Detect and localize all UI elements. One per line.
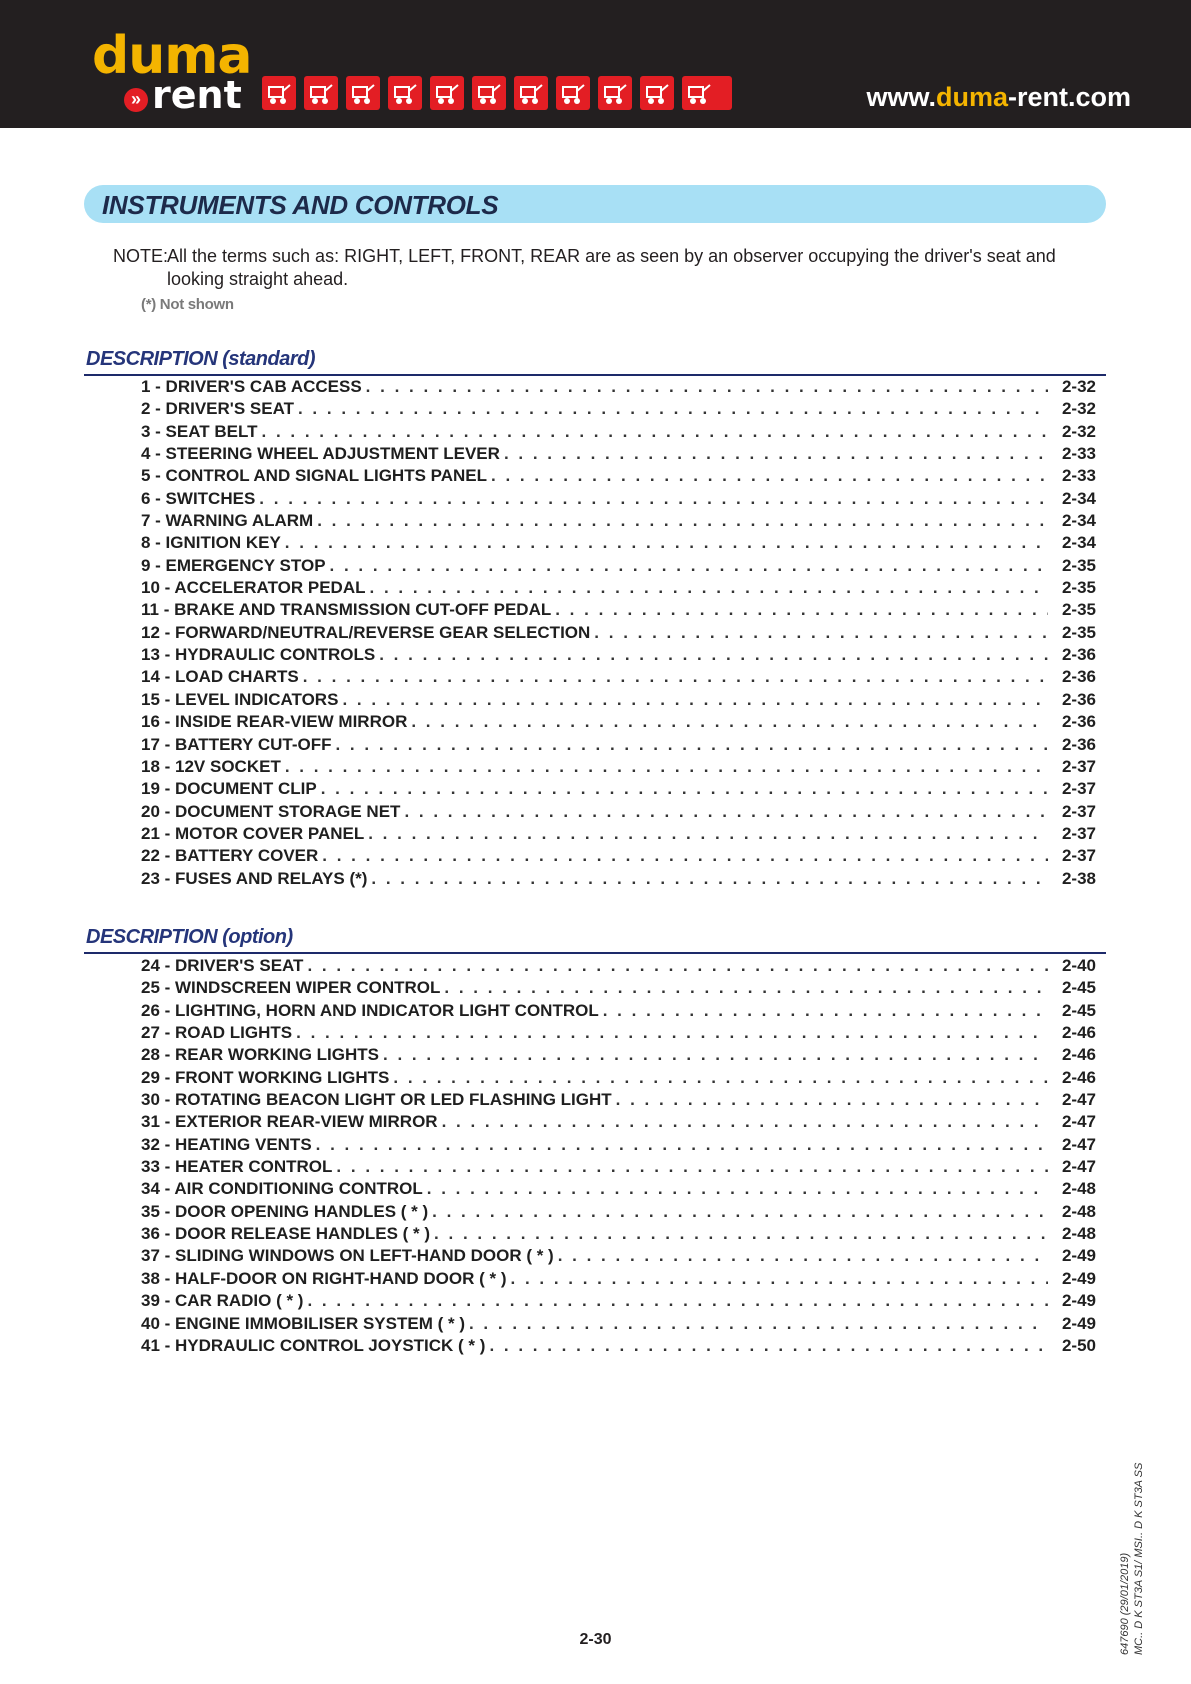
toc-dot-leader: [555, 600, 1048, 620]
toc-list-standard: [141, 377, 1096, 891]
toc-entry: [141, 1246, 1096, 1268]
toc-entry: [141, 1202, 1096, 1224]
toc-entry: [141, 511, 1096, 533]
toc-entry-label: 35 - DOOR OPENING HANDLES ( * ): [141, 1201, 429, 1221]
toc-entry-label: 29 - FRONT WORKING LIGHTS: [141, 1067, 390, 1087]
toc-entry-label: 9 - EMERGENCY STOP: [141, 555, 326, 575]
toc-entry: [141, 600, 1096, 622]
toc-entry: [141, 1336, 1096, 1358]
note-text: All the terms such as: RIGHT, LEFT, FRONT, REAR are as seen by an observer occupying the driver's seat and looking straight ahead.: [167, 246, 1056, 289]
toc-entry-page: 2-33: [1061, 466, 1096, 486]
toc-entry: [141, 978, 1096, 1000]
toc-entry: [141, 1291, 1096, 1313]
toc-entry-label: 13 - HYDRAULIC CONTROLS: [141, 645, 376, 665]
page-number: 2-30: [579, 1631, 612, 1648]
toc-entry-label: 30 - ROTATING BEACON LIGHT OR LED FLASHING LIGHT: [141, 1090, 612, 1110]
toc-entry: [141, 1090, 1096, 1112]
toc-entry-page: 2-46: [1061, 1023, 1096, 1043]
toc-entry-page: 2-45: [1061, 1000, 1096, 1020]
toc-entry-label: 33 - HEATER CONTROL: [141, 1157, 333, 1177]
toc-entry-label: 25 - WINDSCREEN WIPER CONTROL: [141, 978, 441, 998]
toc-entry-page: 2-46: [1061, 1045, 1096, 1065]
toc-entry-label: 37 - SLIDING WINDOWS ON LEFT-HAND DOOR ( * ): [141, 1246, 554, 1266]
toc-entry: [141, 1157, 1096, 1179]
toc-entry: [141, 578, 1096, 600]
toc-entry-page: 2-49: [1061, 1313, 1096, 1333]
toc-entry-page: 2-32: [1061, 399, 1096, 419]
toc-entry-label: 39 - CAR RADIO ( * ): [141, 1291, 304, 1311]
toc-entry: [141, 377, 1096, 399]
toc-entry-page: 2-35: [1061, 555, 1096, 575]
toc-entry-label: 17 - BATTERY CUT-OFF: [141, 734, 332, 754]
toc-dot-leader: [594, 623, 1048, 643]
toc-entry: [141, 399, 1096, 421]
toc-entry-page: 2-38: [1061, 868, 1096, 888]
toc-entry-page: 2-49: [1061, 1246, 1096, 1266]
toc-entry-label: 10 - ACCELERATOR PEDAL: [141, 578, 366, 598]
toc-dot-leader: [370, 578, 1049, 598]
toc-entry: [141, 444, 1096, 466]
toc-entry-label: 24 - DRIVER'S SEAT: [141, 956, 304, 975]
toc-entry-page: 2-33: [1061, 444, 1096, 464]
toc-entry-label: 19 - DOCUMENT CLIP: [141, 779, 317, 799]
toc-entry-page: 2-45: [1061, 978, 1096, 998]
toc-entry-page: 2-34: [1061, 533, 1096, 553]
toc-dot-leader: [411, 712, 1048, 732]
toc-dot-leader: [489, 1336, 1048, 1356]
toc-dot-leader: [442, 1112, 1048, 1132]
toc-entry-page: 2-40: [1061, 956, 1096, 975]
trailer-icon: [682, 76, 732, 110]
toc-entry-label: 8 - IGNITION KEY: [141, 533, 281, 553]
toc-dot-leader: [379, 645, 1048, 665]
forklift-icon: [304, 76, 338, 110]
toc-entry: [141, 1023, 1096, 1045]
toc-entry: [141, 712, 1096, 734]
toc-dot-leader: [558, 1246, 1048, 1266]
toc-entry: [141, 690, 1096, 712]
page-title: INSTRUMENTS AND CONTROLS: [102, 190, 499, 220]
toc-dot-leader: [342, 690, 1048, 710]
toc-dot-leader: [298, 399, 1048, 419]
toc-entry-label: 26 - LIGHTING, HORN AND INDICATOR LIGHT CONTROL: [141, 1000, 599, 1020]
toc-entry-page: 2-47: [1061, 1134, 1096, 1154]
toc-dot-leader: [504, 444, 1048, 464]
toc-entry-page: 2-46: [1061, 1067, 1096, 1087]
toc-entry: [141, 1314, 1096, 1336]
logo-rent: rent: [152, 73, 242, 117]
toc-entry: [141, 846, 1096, 868]
toc-entry-page: 2-35: [1061, 578, 1096, 598]
toc-entry-label: 20 - DOCUMENT STORAGE NET: [141, 801, 401, 821]
toc-entry-page: 2-37: [1061, 801, 1096, 821]
toc-entry: [141, 1001, 1096, 1023]
not-shown-legend: (*) Not shown: [141, 296, 234, 313]
toc-entry: [141, 779, 1096, 801]
toc-entry: [141, 533, 1096, 555]
page-title-bar: [84, 185, 1106, 223]
toc-entry-page: 2-32: [1061, 421, 1096, 441]
toc-entry: [141, 1179, 1096, 1201]
toc-entry: [141, 1224, 1096, 1246]
toc-entry-label: 18 - 12V SOCKET: [141, 756, 281, 776]
toc-entry-page: 2-48: [1061, 1201, 1096, 1221]
crane-icon: [514, 76, 548, 110]
toc-entry-label: 2 - DRIVER'S SEAT: [141, 399, 294, 419]
toc-entry-page: 2-35: [1061, 600, 1096, 620]
toc-dot-leader: [259, 489, 1048, 509]
toc-dot-leader: [427, 1179, 1048, 1199]
section-heading-standard: DESCRIPTION (standard): [84, 348, 1106, 376]
toc-entry-page: 2-48: [1061, 1179, 1096, 1199]
toc-entry-page: 2-34: [1061, 488, 1096, 508]
toc-entry: [141, 1045, 1096, 1067]
toc-dot-leader: [469, 1314, 1048, 1334]
toc-entry: [141, 757, 1096, 779]
toc-entry-label: 40 - ENGINE IMMOBILISER SYSTEM ( * ): [141, 1313, 465, 1333]
toc-dot-leader: [404, 802, 1048, 822]
scissor-lift-icon: [346, 76, 380, 110]
toc-entry-label: 1 - DRIVER'S CAB ACCESS: [141, 377, 362, 396]
toc-entry-page: 2-34: [1061, 511, 1096, 531]
logo-chevron-icon: »: [124, 88, 148, 112]
toc-dot-leader: [262, 422, 1049, 442]
toc-entry-label: 5 - CONTROL AND SIGNAL LIGHTS PANEL: [141, 466, 487, 486]
toc-dot-leader: [491, 466, 1048, 486]
toc-dot-leader: [321, 779, 1048, 799]
toc-entry-label: 6 - SWITCHES: [141, 488, 256, 508]
toc-entry-label: 31 - EXTERIOR REAR-VIEW MIRROR: [141, 1112, 438, 1132]
toc-entry-page: 2-36: [1061, 734, 1096, 754]
toc-dot-leader: [444, 978, 1048, 998]
toc-entry-label: 12 - FORWARD/NEUTRAL/REVERSE GEAR SELECTION: [141, 622, 591, 642]
toc-entry: [141, 667, 1096, 689]
toc-entry-label: 15 - LEVEL INDICATORS: [141, 689, 339, 709]
boom-lift-icon: [640, 76, 674, 110]
note-label: NOTE:: [113, 246, 169, 266]
toc-entry-label: 41 - HYDRAULIC CONTROL JOYSTICK ( * ): [141, 1335, 486, 1355]
toc-entry: [141, 489, 1096, 511]
toc-dot-leader: [616, 1090, 1048, 1110]
toc-entry-label: 3 - SEAT BELT: [141, 421, 258, 441]
toc-dot-leader: [603, 1001, 1048, 1021]
toc-list-option: [141, 956, 1096, 1358]
toc-dot-leader: [285, 757, 1048, 777]
toc-entry-page: 2-32: [1061, 377, 1096, 396]
toc-entry-label: 38 - HALF-DOOR ON RIGHT-HAND DOOR ( * ): [141, 1268, 507, 1288]
toc-dot-leader: [511, 1269, 1049, 1289]
toc-entry: [141, 869, 1096, 891]
toc-entry: [141, 824, 1096, 846]
toc-entry: [141, 466, 1096, 488]
toc-dot-leader: [432, 1202, 1048, 1222]
toc-entry: [141, 645, 1096, 667]
toc-dot-leader: [303, 667, 1048, 687]
toc-entry-label: 34 - AIR CONDITIONING CONTROL: [141, 1179, 423, 1199]
toc-entry-page: 2-36: [1061, 689, 1096, 709]
toc-entry-page: 2-37: [1061, 779, 1096, 799]
toc-dot-leader: [330, 556, 1048, 576]
page-header: [0, 0, 1191, 128]
toc-entry-label: 4 - STEERING WHEEL ADJUSTMENT LEVER: [141, 444, 500, 464]
compactor-icon: [472, 76, 506, 110]
toc-dot-leader: [393, 1068, 1048, 1088]
toc-entry: [141, 802, 1096, 824]
toc-entry: [141, 956, 1096, 978]
toc-entry-page: 2-37: [1061, 846, 1096, 866]
toc-dot-leader: [383, 1045, 1048, 1065]
toc-entry-label: 14 - LOAD CHARTS: [141, 667, 299, 687]
toc-entry: [141, 623, 1096, 645]
toc-entry: [141, 556, 1096, 578]
toc-entry-label: 22 - BATTERY COVER: [141, 846, 319, 866]
toc-entry-label: 32 - HEATING VENTS: [141, 1134, 312, 1154]
toc-entry: [141, 422, 1096, 444]
toc-dot-leader: [371, 869, 1048, 889]
toc-entry-label: 16 - INSIDE REAR-VIEW MIRROR: [141, 712, 408, 732]
telehandler-icon: [598, 76, 632, 110]
toc-dot-leader: [307, 1291, 1048, 1311]
toc-entry-page: 2-49: [1061, 1268, 1096, 1288]
toc-entry: [141, 1135, 1096, 1157]
toc-entry-page: 2-47: [1061, 1157, 1096, 1177]
toc-dot-leader: [296, 1023, 1048, 1043]
toc-dot-leader: [317, 511, 1048, 531]
toc-dot-leader: [366, 377, 1048, 397]
toc-entry-page: 2-36: [1061, 667, 1096, 687]
toc-entry: [141, 1068, 1096, 1090]
tractor-icon: [430, 76, 464, 110]
toc-dot-leader: [322, 846, 1048, 866]
toc-dot-leader: [368, 824, 1048, 844]
toc-dot-leader: [285, 533, 1048, 553]
logo-duma: duma: [92, 26, 252, 86]
toc-entry: [141, 1269, 1096, 1291]
toc-entry-page: 2-50: [1061, 1335, 1096, 1355]
toc-entry-label: 23 - FUSES AND RELAYS (*): [141, 868, 368, 888]
toc-entry-label: 36 - DOOR RELEASE HANDLES ( * ): [141, 1224, 431, 1244]
toc-entry-page: 2-47: [1061, 1090, 1096, 1110]
toc-dot-leader: [316, 1135, 1048, 1155]
toc-entry-page: 2-37: [1061, 823, 1096, 843]
toc-entry-page: 2-48: [1061, 1224, 1096, 1244]
toc-entry-label: 27 - ROAD LIGHTS: [141, 1023, 293, 1043]
toc-entry-page: 2-36: [1061, 712, 1096, 732]
toc-entry-label: 7 - WARNING ALARM: [141, 511, 314, 531]
document-code: 647690 (29/01/2019) MC.. D K ST3A S1/ MSI.. D K ST3A SS: [1119, 1462, 1145, 1655]
pallet-truck-icon: [388, 76, 422, 110]
toc-entry: [141, 735, 1096, 757]
toc-entry: [141, 1112, 1096, 1134]
excavator-icon: [556, 76, 590, 110]
skid-steer-icon: [262, 76, 296, 110]
toc-dot-leader: [336, 1157, 1048, 1177]
toc-entry-page: 2-35: [1061, 622, 1096, 642]
toc-dot-leader: [335, 735, 1048, 755]
toc-entry-page: 2-47: [1061, 1112, 1096, 1132]
toc-dot-leader: [434, 1224, 1048, 1244]
toc-entry-label: 21 - MOTOR COVER PANEL: [141, 823, 365, 843]
section-heading-option: DESCRIPTION (option): [84, 926, 1106, 954]
toc-entry-page: 2-49: [1061, 1291, 1096, 1311]
toc-entry-label: 11 - BRAKE AND TRANSMISSION CUT-OFF PEDAL: [141, 600, 552, 620]
toc-entry-page: 2-36: [1061, 645, 1096, 665]
toc-entry-page: 2-37: [1061, 756, 1096, 776]
toc-entry-label: 28 - REAR WORKING LIGHTS: [141, 1045, 380, 1065]
toc-dot-leader: [307, 956, 1048, 976]
website-url: www.duma-rent.com: [866, 82, 1131, 112]
